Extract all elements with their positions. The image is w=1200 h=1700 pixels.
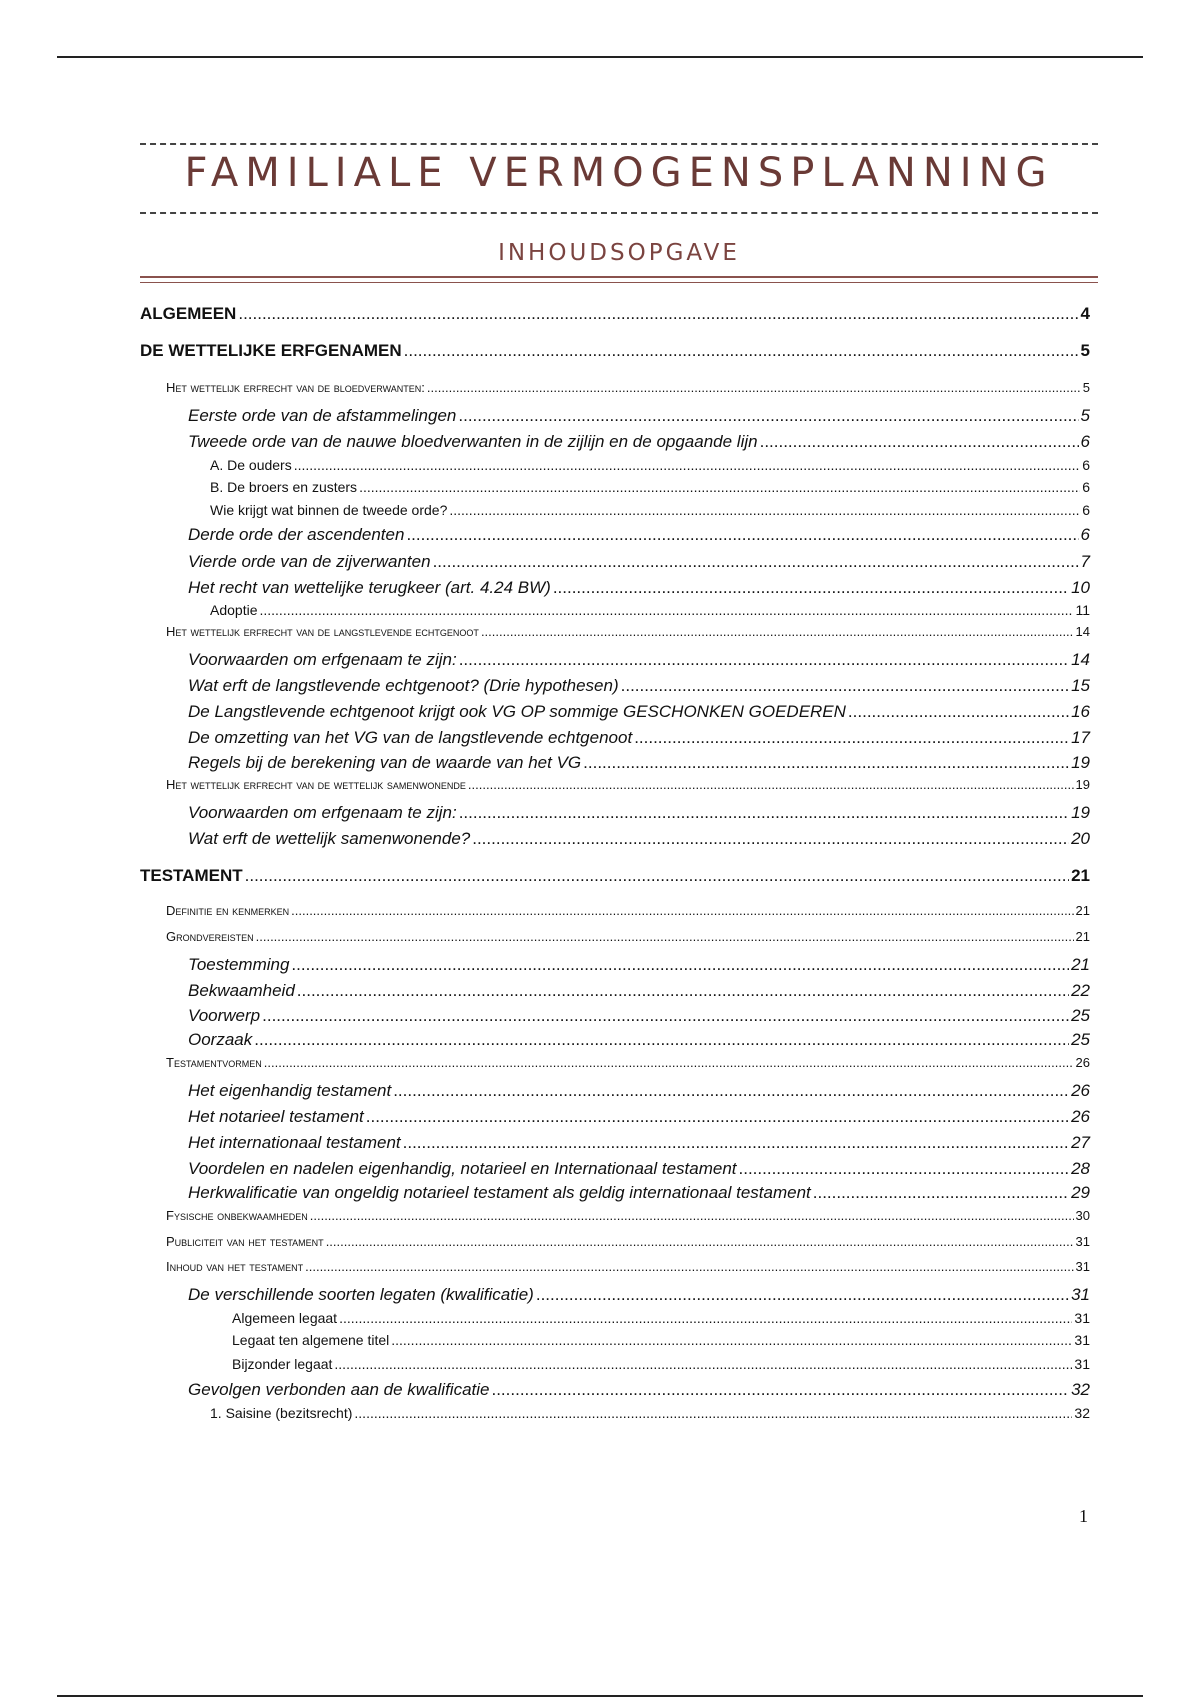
toc-entry-title: Vierde orde van de zijverwanten bbox=[188, 552, 431, 571]
toc-entry-title: TESTAMENT bbox=[140, 866, 243, 885]
toc-entry-page: 6 bbox=[1080, 525, 1090, 544]
toc-dot-leader bbox=[291, 955, 1069, 975]
toc-entry-page: 19 bbox=[1075, 777, 1090, 792]
toc-entry[interactable] bbox=[188, 803, 1090, 823]
toc-dot-leader bbox=[536, 1285, 1069, 1305]
toc-entry[interactable] bbox=[188, 552, 1090, 572]
toc-dot-leader bbox=[472, 829, 1069, 849]
toc-entry-title: Publiciteit van het testament bbox=[166, 1234, 324, 1249]
toc-entry-title: Definitie en kenmerken bbox=[166, 903, 290, 918]
toc-entry-title: Fysische onbekwaamheden bbox=[166, 1208, 308, 1223]
toc-dot-leader bbox=[406, 525, 1078, 545]
toc-entry[interactable] bbox=[166, 1055, 1090, 1070]
toc-dot-leader bbox=[291, 903, 1073, 918]
toc-entry-title: Het recht van wettelijke terugkeer (art. 4.24 BW) bbox=[188, 578, 551, 597]
toc-entry-title: Wat erft de wettelijk samenwonende? bbox=[188, 829, 471, 848]
toc-dot-leader bbox=[334, 1356, 1072, 1372]
toc-entry[interactable] bbox=[166, 1234, 1090, 1249]
toc-entry-title: Eerste orde van de afstammelingen bbox=[188, 406, 457, 425]
toc-dot-leader bbox=[262, 1006, 1069, 1026]
toc-entry-title: Gevolgen verbonden aan de kwalificatie bbox=[188, 1380, 490, 1399]
toc-dot-leader bbox=[459, 650, 1069, 670]
toc-entry[interactable] bbox=[232, 1310, 1090, 1326]
toc-entry-page: 16 bbox=[1071, 702, 1090, 721]
toc-entry-page: 14 bbox=[1075, 624, 1090, 639]
toc-entry-page: 22 bbox=[1071, 981, 1090, 1000]
toc-dot-leader bbox=[468, 777, 1074, 792]
toc-entry[interactable] bbox=[188, 1380, 1090, 1400]
toc-entry-page: 25 bbox=[1071, 1006, 1090, 1025]
toc-entry-title: Legaat ten algemene titel bbox=[232, 1332, 390, 1348]
toc-dot-leader bbox=[481, 624, 1074, 639]
toc-entry-page: 26 bbox=[1075, 1055, 1090, 1070]
toc-entry-page: 19 bbox=[1071, 753, 1090, 772]
toc-entry-title: Toestemming bbox=[188, 955, 290, 974]
toc-entry-page: 6 bbox=[1080, 432, 1090, 451]
toc-entry-title: De verschillende soorten legaten (kwalificatie) bbox=[188, 1285, 534, 1304]
toc-dot-leader bbox=[238, 304, 1078, 324]
toc-entry-page: 21 bbox=[1071, 866, 1090, 885]
toc-entry-title: Grondvereisten bbox=[166, 929, 254, 944]
toc-heading: INHOUDSOPGAVE bbox=[498, 240, 740, 266]
toc-entry[interactable] bbox=[188, 1081, 1090, 1101]
toc-dot-leader bbox=[366, 1107, 1069, 1127]
toc-entry-page: 20 bbox=[1071, 829, 1090, 848]
toc-entry[interactable] bbox=[166, 380, 1090, 395]
toc-dot-leader bbox=[339, 1310, 1072, 1326]
toc-entry-page: 21 bbox=[1075, 903, 1090, 918]
toc-dot-leader bbox=[259, 602, 1073, 618]
toc-entry-page: 15 bbox=[1071, 676, 1090, 695]
toc-dot-leader bbox=[621, 676, 1069, 696]
toc-entry[interactable] bbox=[188, 753, 1090, 773]
toc-entry[interactable] bbox=[166, 903, 1090, 918]
toc-entry[interactable] bbox=[188, 829, 1090, 849]
toc-entry[interactable] bbox=[210, 502, 1090, 518]
toc-dot-leader bbox=[310, 1208, 1074, 1223]
toc-entry-title: B. De broers en zusters bbox=[210, 479, 358, 495]
toc-entry-page: 31 bbox=[1074, 1356, 1090, 1372]
toc-dot-leader bbox=[297, 981, 1069, 1001]
toc-entry[interactable] bbox=[188, 406, 1090, 426]
toc-entry-title: Het internationaal testament bbox=[188, 1133, 401, 1152]
toc-dot-leader bbox=[427, 380, 1081, 395]
toc-entry-page: 7 bbox=[1080, 552, 1090, 571]
toc-entry[interactable] bbox=[210, 602, 1090, 618]
toc-entry-page: 6 bbox=[1082, 502, 1090, 518]
toc-dot-leader bbox=[404, 341, 1079, 361]
toc-entry-title: Bijzonder legaat bbox=[232, 1356, 333, 1372]
toc-entry-page: 32 bbox=[1074, 1405, 1090, 1421]
toc-entry-page: 6 bbox=[1082, 457, 1090, 473]
toc-entry[interactable] bbox=[188, 1006, 1090, 1026]
toc-entry-page: 28 bbox=[1071, 1159, 1090, 1178]
toc-entry[interactable] bbox=[166, 1259, 1090, 1274]
toc-entry[interactable] bbox=[188, 525, 1090, 545]
toc-entry[interactable] bbox=[188, 728, 1090, 748]
toc-entry[interactable] bbox=[188, 702, 1090, 722]
toc-entry-title: Wie krijgt wat binnen de tweede orde? bbox=[210, 502, 448, 518]
toc-entry-title: DE WETTELIJKE ERFGENAMEN bbox=[140, 341, 402, 360]
toc-entry-title: A. De ouders bbox=[210, 457, 292, 473]
toc-entry[interactable] bbox=[166, 1208, 1090, 1223]
toc-entry-title: Voordelen en nadelen eigenhandig, notarieel en Internationaal testament bbox=[188, 1159, 737, 1178]
page-number: 1 bbox=[1079, 1506, 1088, 1526]
toc-entry[interactable] bbox=[188, 981, 1090, 1001]
toc-entry-page: 26 bbox=[1071, 1081, 1090, 1100]
toc-entry[interactable] bbox=[188, 650, 1090, 670]
toc-entry-page: 32 bbox=[1071, 1380, 1090, 1399]
toc-entry[interactable] bbox=[188, 676, 1090, 696]
toc-entry-title: Het wettelijk erfrecht van de langstlevende echtgenoot bbox=[166, 624, 479, 639]
toc-entry[interactable] bbox=[140, 341, 1090, 361]
toc-entry-page: 6 bbox=[1082, 479, 1090, 495]
toc-entry-page: 11 bbox=[1075, 602, 1090, 618]
toc-entry-page: 21 bbox=[1075, 929, 1090, 944]
toc-entry-title: Het wettelijk erfrecht van de bloedverwanten: bbox=[166, 380, 425, 395]
toc-dot-leader bbox=[760, 432, 1079, 452]
toc-dot-leader bbox=[254, 1030, 1069, 1050]
toc-entry-title: Adoptie bbox=[210, 602, 258, 618]
toc-entry-page: 14 bbox=[1071, 650, 1090, 669]
toc-entry[interactable] bbox=[210, 457, 1090, 473]
toc-entry-page: 10 bbox=[1071, 578, 1090, 597]
toc-entry-page: 31 bbox=[1075, 1234, 1090, 1249]
toc-dot-leader bbox=[813, 1183, 1069, 1203]
toc-dot-leader bbox=[459, 803, 1069, 823]
toc-entry-title: De omzetting van het VG van de langstlevende echtgenoot bbox=[188, 728, 633, 747]
toc-entry[interactable] bbox=[166, 777, 1090, 792]
toc-dot-leader bbox=[433, 552, 1079, 572]
document-title: FAMILIALE VERMOGENSPLANNING bbox=[184, 150, 1054, 196]
toc-entry[interactable] bbox=[188, 578, 1090, 598]
toc-entry-title: Herkwalificatie van ongeldig notarieel testament als geldig internationaal testament bbox=[188, 1183, 811, 1202]
toc-entry-page: 30 bbox=[1075, 1208, 1090, 1223]
toc-entry-page: 31 bbox=[1071, 1285, 1090, 1304]
toc-entry-page: 29 bbox=[1071, 1183, 1090, 1202]
toc-entry-title: Voorwaarden om erfgenaam te zijn: bbox=[188, 803, 457, 822]
toc-entry-title: Tweede orde van de nauwe bloedverwanten in de zijlijn en de opgaande lijn bbox=[188, 432, 758, 451]
toc-entry[interactable] bbox=[188, 1133, 1090, 1153]
toc-entry-page: 17 bbox=[1071, 728, 1090, 747]
toc-entry[interactable] bbox=[210, 1405, 1090, 1421]
toc-entry[interactable] bbox=[140, 866, 1090, 886]
toc-dot-leader bbox=[391, 1332, 1072, 1348]
toc-entry-title: Derde orde der ascendenten bbox=[188, 525, 405, 544]
toc-entry[interactable] bbox=[232, 1332, 1090, 1348]
toc-dot-leader bbox=[739, 1159, 1070, 1179]
toc-dot-leader bbox=[583, 753, 1069, 773]
toc-dot-leader bbox=[294, 457, 1080, 473]
toc-entry-title: Voorwerp bbox=[188, 1006, 261, 1025]
toc-entry-page: 31 bbox=[1075, 1259, 1090, 1274]
toc-entry[interactable] bbox=[188, 1285, 1090, 1305]
toc-entry-title: Oorzaak bbox=[188, 1030, 253, 1049]
toc-entry[interactable] bbox=[188, 1107, 1090, 1127]
toc-dot-leader bbox=[848, 702, 1069, 722]
toc-entry-title: Testamentvormen bbox=[166, 1055, 262, 1070]
toc-entry-title: Het eigenhandig testament bbox=[188, 1081, 392, 1100]
toc-entry-title: Het notarieel testament bbox=[188, 1107, 364, 1126]
toc-entry-page: 19 bbox=[1071, 803, 1090, 822]
toc-entry-title: Bekwaamheid bbox=[188, 981, 295, 1000]
toc-dot-leader bbox=[458, 406, 1078, 426]
toc-dot-leader bbox=[553, 578, 1069, 598]
toc-dot-leader bbox=[305, 1259, 1073, 1274]
toc-entry[interactable] bbox=[140, 304, 1090, 324]
toc-entry-title: Algemeen legaat bbox=[232, 1310, 338, 1326]
toc-entry[interactable] bbox=[188, 1030, 1090, 1050]
toc-entry-page: 5 bbox=[1082, 380, 1090, 395]
toc-entry[interactable] bbox=[188, 955, 1090, 975]
toc-entry-title: 1. Saisine (bezitsrecht) bbox=[210, 1405, 353, 1421]
toc-dot-leader bbox=[449, 502, 1080, 518]
toc-entry-title: Het wettelijk erfrecht van de wettelijk samenwonende bbox=[166, 777, 466, 792]
toc-dot-leader bbox=[403, 1133, 1069, 1153]
toc-entry-page: 25 bbox=[1071, 1030, 1090, 1049]
toc-dot-leader bbox=[264, 1055, 1074, 1070]
toc-entry-title: De Langstlevende echtgenoot krijgt ook VG OP sommige GESCHONKEN GOEDEREN bbox=[188, 702, 846, 721]
toc-entry-title: Inhoud van het testament bbox=[166, 1259, 304, 1274]
toc-dot-leader bbox=[393, 1081, 1069, 1101]
toc-dot-leader bbox=[634, 728, 1069, 748]
toc-entry[interactable] bbox=[210, 479, 1090, 495]
toc-entry-page: 4 bbox=[1080, 304, 1090, 323]
toc-dot-leader bbox=[359, 479, 1080, 495]
toc-entry[interactable] bbox=[166, 624, 1090, 639]
toc-entry[interactable] bbox=[188, 1159, 1090, 1179]
toc-entry-page: 5 bbox=[1080, 341, 1090, 360]
footer-rule bbox=[57, 1695, 1143, 1697]
toc-entry-page: 21 bbox=[1071, 955, 1090, 974]
toc-entry[interactable] bbox=[188, 1183, 1090, 1203]
toc-entry-title: Voorwaarden om erfgenaam te zijn: bbox=[188, 650, 457, 669]
toc-entry-title: Wat erft de langstlevende echtgenoot? (Drie hypothesen) bbox=[188, 676, 619, 695]
toc-entry-title: Regels bij de berekening van de waarde van het VG bbox=[188, 753, 582, 772]
toc-entry[interactable] bbox=[166, 929, 1090, 944]
toc-dot-leader bbox=[245, 866, 1069, 886]
toc-entry-page: 31 bbox=[1074, 1310, 1090, 1326]
toc-entry-page: 31 bbox=[1074, 1332, 1090, 1348]
toc-dot-leader bbox=[256, 929, 1074, 944]
toc-dot-leader bbox=[354, 1405, 1072, 1421]
toc-entry-title: ALGEMEEN bbox=[140, 304, 237, 323]
toc-entry[interactable] bbox=[188, 432, 1090, 452]
toc-entry[interactable] bbox=[232, 1356, 1090, 1372]
toc-entry-page: 5 bbox=[1080, 406, 1090, 425]
toc-dot-leader bbox=[491, 1380, 1069, 1400]
toc-entry-page: 26 bbox=[1071, 1107, 1090, 1126]
toc-entry-page: 27 bbox=[1071, 1133, 1090, 1152]
toc-dot-leader bbox=[326, 1234, 1074, 1249]
